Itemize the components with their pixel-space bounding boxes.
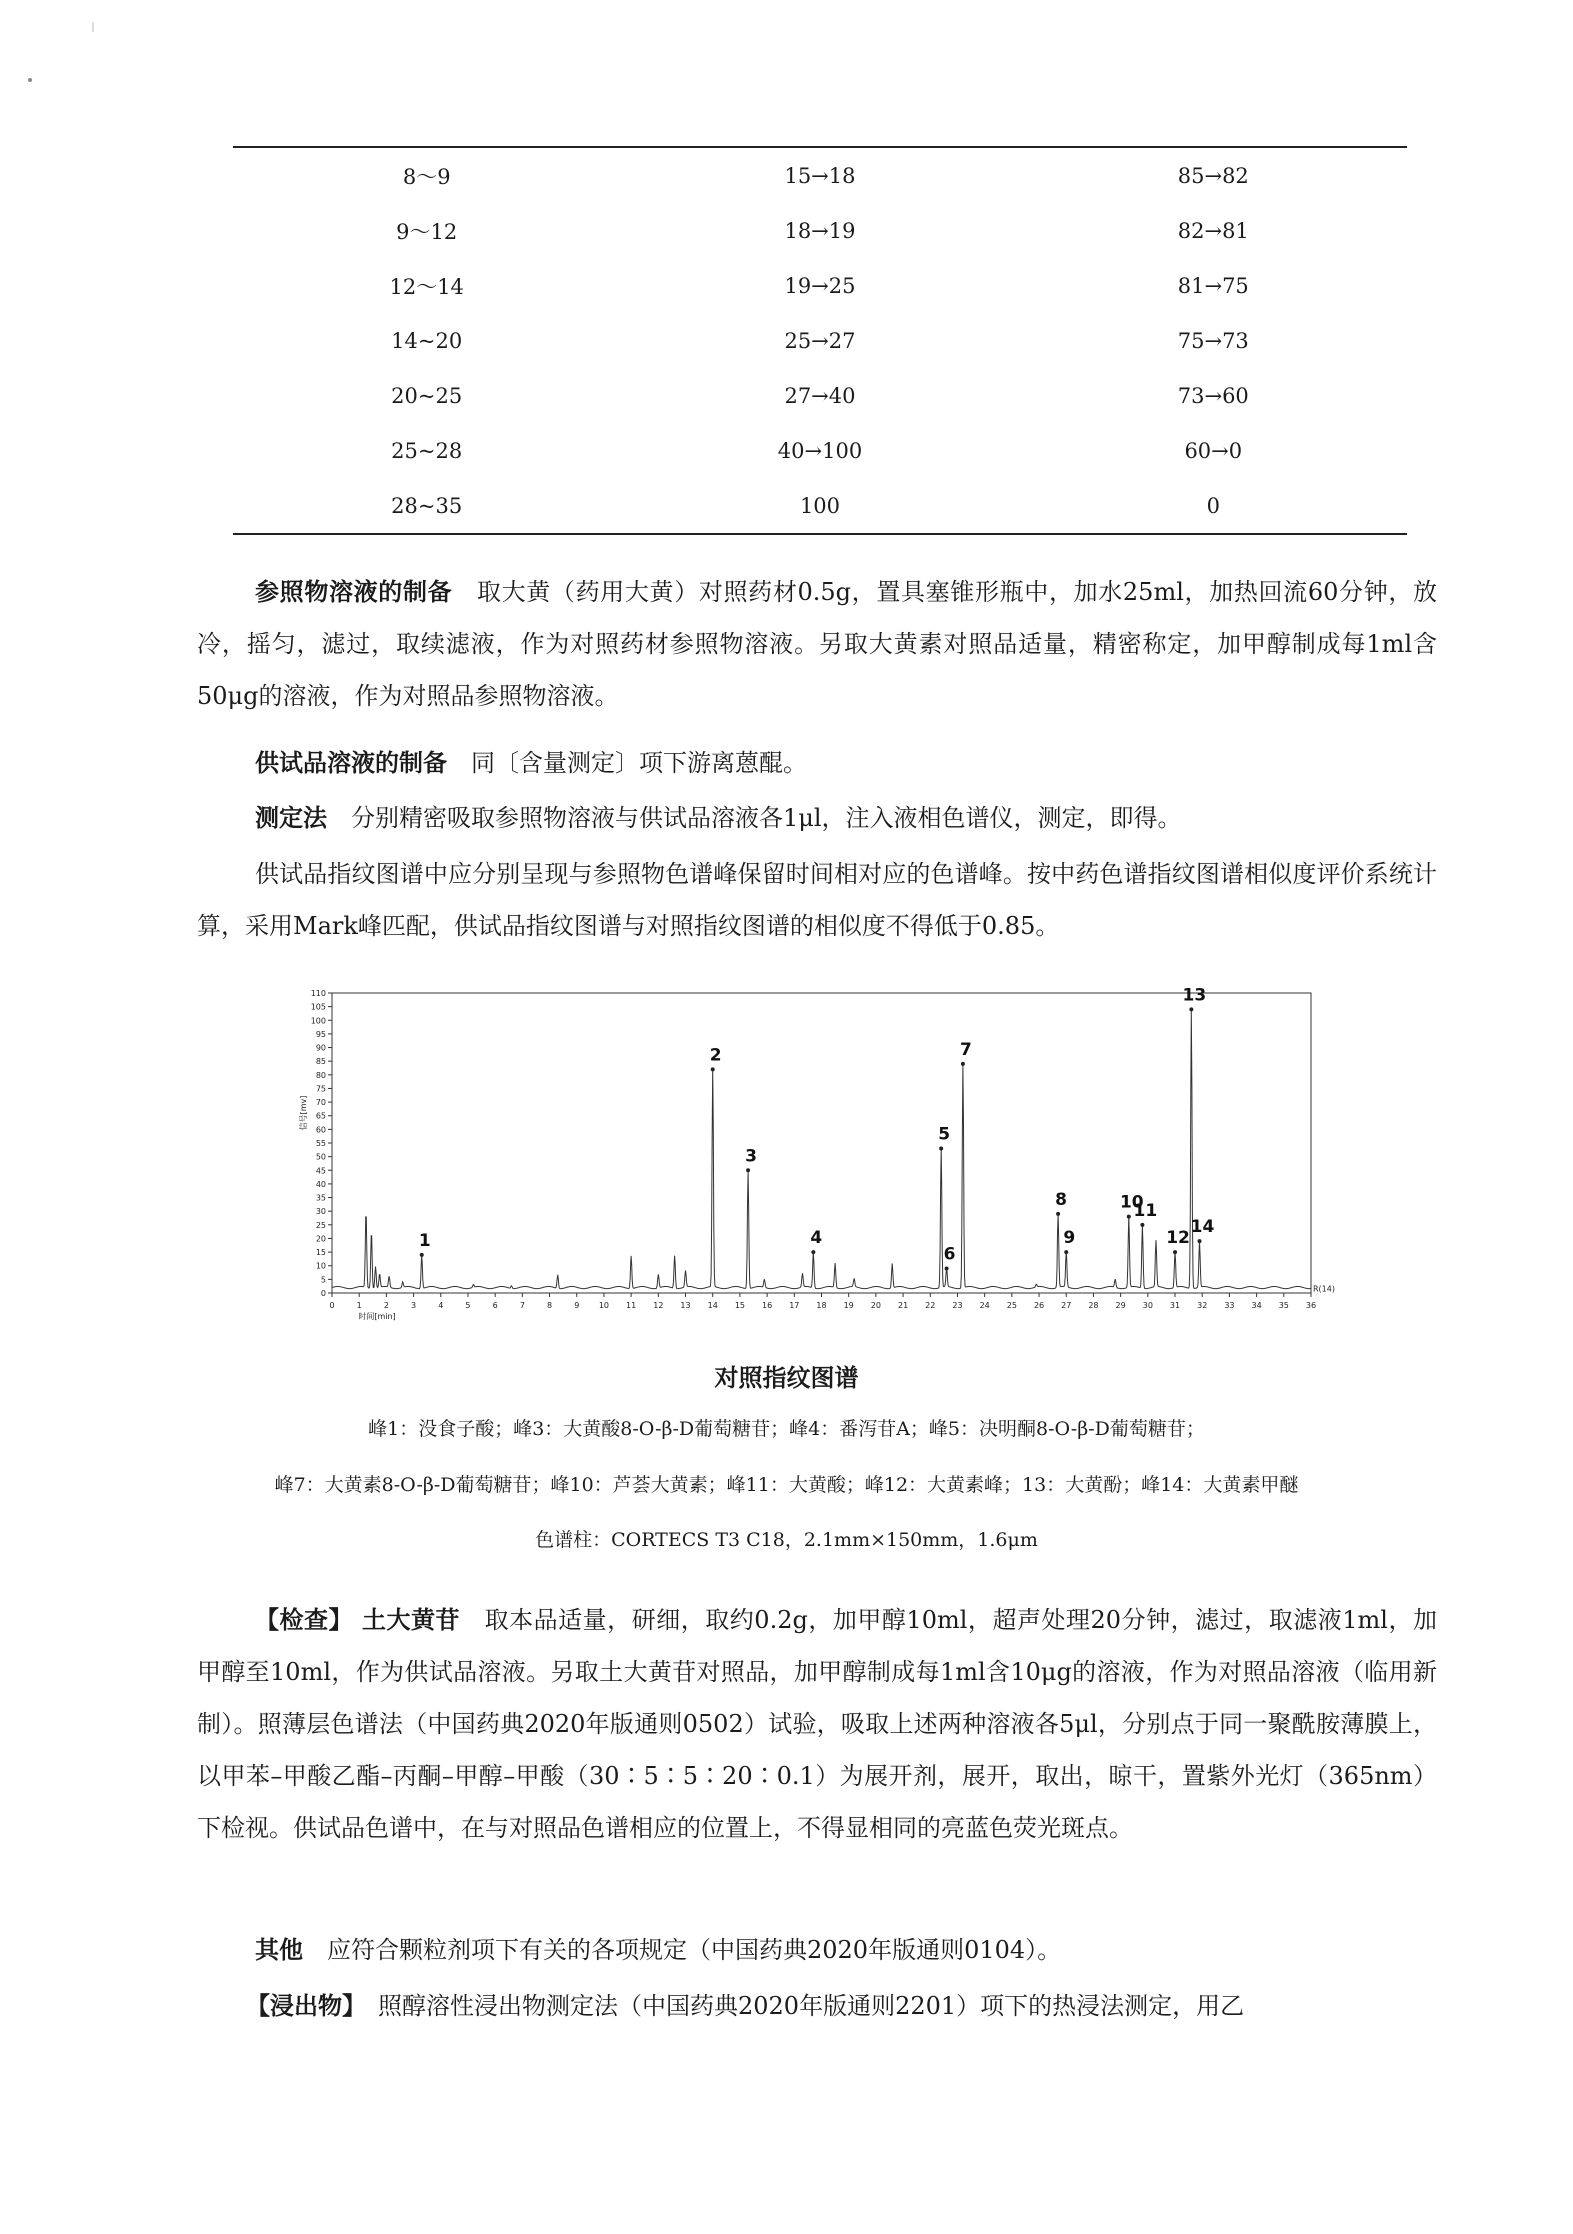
y-axis-label: 信号[mv]: [299, 1095, 308, 1131]
peak-marker: [1189, 1007, 1193, 1011]
peak-notes-line1: 峰1：没食子酸；峰3：大黄酸8-O-β-D葡萄糖苷；峰4：番泻苷A；峰5：决明酮8-O-β-D葡萄糖苷；: [368, 1418, 1205, 1440]
peak-label: 11: [1133, 1200, 1158, 1221]
x-tick-label: 8: [547, 1301, 553, 1310]
y-tick-label: 45: [315, 1166, 326, 1176]
table-cell: 27→40: [784, 383, 856, 408]
table-cell: 100: [799, 493, 841, 518]
x-tick-label: 1: [356, 1301, 362, 1310]
table-cell: 82→81: [1177, 218, 1249, 243]
peak-marker: [939, 1146, 943, 1150]
table-cell: 60→0: [1184, 438, 1243, 463]
peak-marker: [945, 1266, 949, 1270]
x-tick-label: 9: [574, 1301, 580, 1310]
ref-prep-lead: 参照物溶液的制备: [255, 577, 453, 606]
table-cell: 73→60: [1177, 383, 1249, 408]
peak-notes-line2: 峰7：大黄素8-O-β-D葡萄糖苷；峰10：芦荟大黄素；峰11：大黄酸；峰12：大黄素峰；13：大黄酚；峰14：大黄素甲醚: [274, 1474, 1299, 1496]
x-tick-label: 26: [1033, 1301, 1045, 1310]
inspection-text: 取本品适量，研细，取约0.2g，加甲醇10ml，超声处理20分钟，滤过，取滤液1ml，加甲醇至10ml，作为供试品溶液。另取土大黄苷对照品，加甲醇制成每1ml含10μg的溶液，作为对照品溶液（临用新制）。照薄层色谱法（中国药典2020年版通则0502）试验，吸取上述两种溶液各5μl，分别点于同一聚酰胺薄膜上，以甲苯–甲酸乙酯–丙酮–甲醇–甲酸（30∶5∶5∶20∶0.1）为展开剂，展开，取出，晾干，置紫外光灯（365nm）下检视。供试品色谱中，在与对照品色谱相应的位置上，不得显相同的亮蓝色荧光斑点。: [197, 1606, 1438, 1842]
x-tick-label: 17: [789, 1301, 800, 1310]
table-row: [233, 368, 1407, 423]
table-bottom-rule: [233, 533, 1407, 535]
table-cell: 9～12: [396, 219, 458, 244]
method-paragraph: [197, 792, 1437, 844]
table-row: [233, 258, 1407, 313]
y-tick-label: 50: [315, 1152, 326, 1162]
y-tick-label: 35: [315, 1193, 326, 1203]
x-tick-label: 34: [1251, 1301, 1262, 1310]
table-cell: 19→25: [784, 273, 856, 298]
y-tick-label: 40: [315, 1179, 326, 1189]
x-tick-label: 12: [653, 1301, 664, 1310]
table-row: [233, 148, 1407, 203]
x-tick-label: 32: [1197, 1301, 1208, 1310]
peak-marker: [1127, 1215, 1131, 1219]
table-cell: 75→73: [1177, 328, 1249, 353]
x-tick-label: 31: [1169, 1301, 1181, 1310]
peak-label: 10: [1119, 1192, 1144, 1213]
extract-paragraph: [246, 1980, 1438, 2032]
x-tick-label: 3: [411, 1301, 417, 1310]
x-tick-label: 4: [438, 1301, 444, 1310]
x-tick-label: 14: [707, 1301, 718, 1310]
table-cell: 85→82: [1177, 163, 1249, 188]
table-cell: 18→19: [784, 218, 856, 243]
gradient-table-body: [233, 148, 1407, 533]
gradient-table: [233, 146, 1407, 535]
y-tick-label: 100: [310, 1016, 326, 1026]
x-tick-label: 27: [1061, 1301, 1072, 1310]
peak-marker: [1140, 1223, 1144, 1227]
y-tick-label: 5: [320, 1275, 326, 1285]
y-tick-label: 0: [320, 1289, 326, 1298]
y-tick-label: 80: [315, 1070, 326, 1080]
peak-marker: [811, 1250, 815, 1254]
table-cell: 20~25: [391, 383, 463, 408]
sample-prep-paragraph: [197, 737, 1437, 789]
table-cell: 40→100: [777, 438, 863, 463]
extract-lead: 【浸出物】: [246, 1991, 354, 2020]
x-tick-label: 15: [734, 1301, 746, 1310]
y-tick-label: 75: [315, 1084, 326, 1094]
table-cell: 25~28: [391, 438, 463, 463]
x-axis-label: 时间[min]: [358, 1312, 396, 1321]
peak-label: 6: [943, 1244, 956, 1265]
peak-label: 7: [959, 1039, 972, 1060]
x-tick-label: 35: [1278, 1301, 1289, 1310]
other-lead: 其他: [255, 1935, 303, 1964]
method-lead: 测定法: [255, 803, 327, 832]
chart-caption: 对照指纹图谱: [714, 1364, 859, 1392]
scan-mark: [92, 22, 94, 32]
table-row: [233, 423, 1407, 478]
fingerprint-chromatogram: [296, 983, 1376, 1337]
y-tick-label: 65: [315, 1111, 326, 1121]
sample-prep-lead: 供试品溶液的制备: [255, 748, 447, 777]
y-tick-label: 90: [315, 1043, 326, 1053]
x-tick-label: 21: [897, 1301, 909, 1310]
peak-marker: [420, 1253, 424, 1257]
x-tick-label: 25: [1006, 1301, 1017, 1310]
table-cell: 28~35: [391, 493, 463, 518]
x-tick-label: 29: [1115, 1301, 1126, 1310]
x-tick-label: 13: [680, 1301, 691, 1310]
inspection-paragraph: [197, 1594, 1437, 1854]
y-tick-label: 105: [310, 1002, 326, 1012]
peak-label: 8: [1055, 1189, 1068, 1210]
table-cell: 8～9: [402, 164, 451, 189]
x-tick-label: 20: [870, 1301, 881, 1310]
table-cell: 12～14: [389, 274, 464, 299]
peak-label: 4: [810, 1228, 823, 1249]
x-tick-label: 24: [979, 1301, 990, 1310]
table-row: [233, 203, 1407, 258]
y-tick-label: 25: [315, 1220, 326, 1230]
series-label: R(14): [1313, 1284, 1335, 1294]
peak-marker: [1056, 1212, 1060, 1216]
x-tick-label: 23: [952, 1301, 963, 1310]
x-tick-label: 22: [925, 1301, 936, 1310]
method-text: 分别精密吸取参照物溶液与供试品溶液各1μl，注入液相色谱仪，测定，即得。: [351, 804, 1182, 832]
y-tick-label: 85: [315, 1057, 326, 1067]
peak-marker: [1173, 1250, 1177, 1254]
y-tick-label: 70: [315, 1098, 326, 1108]
peak-label: 3: [745, 1146, 757, 1167]
x-tick-label: 33: [1224, 1301, 1235, 1310]
y-tick-label: 55: [315, 1139, 326, 1148]
y-tick-label: 15: [315, 1248, 326, 1258]
x-tick-label: 16: [762, 1301, 773, 1310]
y-tick-label: 20: [315, 1234, 326, 1244]
x-tick-label: 11: [626, 1301, 637, 1310]
peak-marker: [1064, 1250, 1068, 1254]
table-row: [233, 478, 1407, 533]
other-text: 应符合颗粒剂项下有关的各项规定（中国药典2020年版通则0104）。: [327, 1936, 1062, 1964]
table-cell: 14~20: [391, 328, 463, 353]
x-tick-label: 6: [492, 1301, 498, 1310]
peak-label: 9: [1063, 1228, 1076, 1249]
fingerprint-text: 供试品指纹图谱中应分别呈现与参照物色谱峰保留时间相对应的色谱峰。按中药色谱指纹图谱相似度评价系统计算，采用Mark峰匹配，供试品指纹图谱与对照指纹图谱的相似度不得低于0.85。: [197, 860, 1437, 940]
peak-label: 5: [938, 1124, 951, 1145]
x-tick-label: 19: [843, 1301, 854, 1310]
y-tick-label: 110: [310, 989, 326, 998]
peak-label: 2: [709, 1045, 722, 1066]
ref-prep-paragraph: [197, 566, 1437, 722]
x-tick-label: 7: [519, 1301, 525, 1310]
inspection-lead: 【检查】 土大黄苷: [255, 1605, 461, 1634]
x-tick-label: 5: [465, 1301, 471, 1310]
extract-text: 照醇溶性浸出物测定法（中国药典2020年版通则2201）项下的热浸法测定，用乙: [378, 1992, 1245, 2020]
x-tick-label: 36: [1305, 1301, 1317, 1310]
scan-speck: [28, 78, 32, 82]
x-tick-label: 0: [329, 1301, 335, 1310]
fingerprint-paragraph: [197, 848, 1437, 952]
peak-label: 13: [1182, 985, 1207, 1006]
x-tick-label: 2: [383, 1301, 389, 1310]
column-note: 色谱柱：CORTECS T3 C18，2.1mm×150mm，1.6μm: [535, 1529, 1038, 1551]
sample-prep-text: 同〔含量测定〕项下游离蒽醌。: [471, 749, 807, 777]
y-tick-label: 95: [315, 1029, 326, 1039]
peak-marker: [1198, 1239, 1202, 1243]
y-tick-label: 60: [315, 1125, 326, 1135]
x-tick-label: 28: [1088, 1301, 1099, 1310]
peak-marker: [746, 1168, 750, 1172]
x-tick-label: 18: [816, 1301, 827, 1310]
table-cell: 81→75: [1177, 273, 1249, 298]
y-tick-label: 30: [315, 1207, 326, 1217]
x-tick-label: 30: [1142, 1301, 1153, 1310]
peak-label: 1: [418, 1230, 431, 1251]
table-cell: 15→18: [784, 163, 856, 188]
table-cell: 25→27: [784, 328, 856, 353]
peak-label: 12: [1166, 1228, 1190, 1249]
y-tick-label: 10: [315, 1261, 326, 1271]
other-paragraph: [197, 1924, 1437, 1976]
x-tick-label: 10: [598, 1301, 610, 1310]
peak-label: 14: [1190, 1217, 1215, 1238]
peak-marker: [711, 1067, 715, 1071]
ref-prep-text: 取大黄（药用大黄）对照药材0.5g，置具塞锥形瓶中，加水25ml，加热回流60分钟，放冷，摇匀，滤过，取续滤液，作为对照药材参照物溶液。另取大黄素对照品适量，精密称定，加甲醇制成每1ml含50μg的溶液，作为对照品参照物溶液。: [197, 578, 1438, 710]
table-cell: 0: [1206, 493, 1220, 518]
peak-marker: [961, 1062, 965, 1066]
table-row: [233, 313, 1407, 368]
